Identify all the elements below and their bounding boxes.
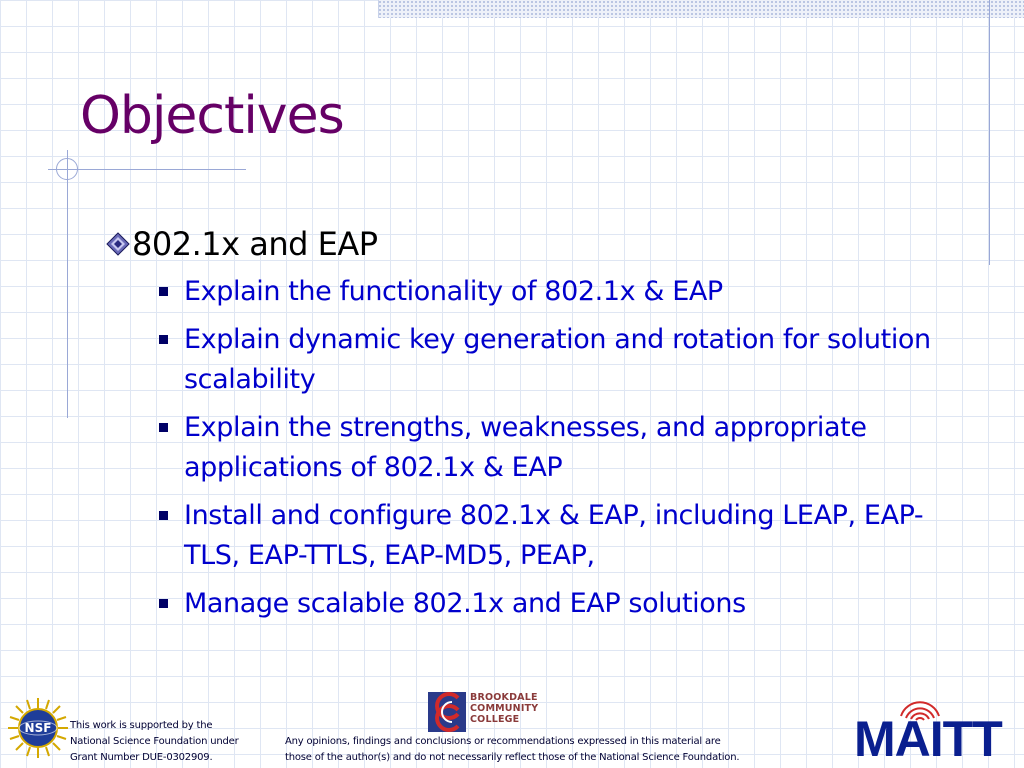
diamond-bullet-icon xyxy=(104,230,132,258)
top-band-edge xyxy=(378,0,379,18)
sub-bullet-list xyxy=(152,272,984,624)
brookdale-logo-icon xyxy=(428,692,466,732)
brookdale-logo xyxy=(428,692,548,732)
support-line-2: National Science Foundation under xyxy=(70,736,239,747)
sub-bullet-text: Explain the functionality of 802.1x & EAP xyxy=(184,276,723,307)
slide-body xyxy=(104,222,984,632)
support-line-1: This work is supported by the xyxy=(70,720,213,731)
top-pattern-band xyxy=(378,0,1024,18)
brookdale-line-3: COLLEGE xyxy=(470,714,520,725)
brookdale-line-1: BROOKDALE xyxy=(470,692,538,703)
slide-footer xyxy=(0,688,1024,768)
sub-bullet-item xyxy=(152,584,984,624)
nsf-logo-text: NSF xyxy=(24,721,52,735)
brookdale-line-2: COMMUNITY xyxy=(470,703,539,714)
sub-bullet-text: Manage scalable 802.1x and EAP solutions xyxy=(184,588,746,619)
support-text xyxy=(70,718,238,766)
circle-decoration xyxy=(56,158,78,180)
maitt-wordmark: MAITT xyxy=(854,711,1002,767)
right-vertical-decoration xyxy=(989,0,990,265)
support-line-3: Grant Number DUE-0302909. xyxy=(70,752,213,763)
square-bullet-icon xyxy=(159,599,168,608)
left-vertical-decoration xyxy=(67,150,68,418)
square-bullet-icon xyxy=(159,287,168,296)
square-bullet-icon xyxy=(159,335,168,344)
square-bullet-icon xyxy=(159,423,168,432)
square-bullet-icon xyxy=(159,511,168,520)
maitt-logo xyxy=(846,694,1024,768)
sub-bullet-item xyxy=(152,408,984,488)
sub-bullet-text: Explain the strengths, weaknesses, and appropriate applications of 802.1x & EAP xyxy=(184,412,867,483)
brookdale-wordmark xyxy=(470,692,538,725)
sub-bullet-text: Install and configure 802.1x & EAP, including LEAP, EAP-TLS, EAP-TTLS, EAP-MD5, PEAP, xyxy=(184,500,924,571)
sub-bullet-item xyxy=(152,320,984,400)
level1-text: 802.1x and EAP xyxy=(132,225,378,263)
sub-bullet-item xyxy=(152,272,984,312)
nsf-logo-icon xyxy=(6,696,70,760)
slide-title: Objectives xyxy=(80,86,344,146)
sub-bullet-item xyxy=(152,496,984,576)
sub-bullet-text: Explain dynamic key generation and rotation for solution scalability xyxy=(184,324,931,395)
level1-bullet-item xyxy=(104,222,984,266)
disclaimer-line-1: Any opinions, findings and conclusions or recommendations expressed in this material are xyxy=(285,736,721,747)
disclaimer-line-2: those of the author(s) and do not necessarily reflect those of the National Science Foundation. xyxy=(285,752,740,763)
disclaimer-text xyxy=(285,734,739,766)
